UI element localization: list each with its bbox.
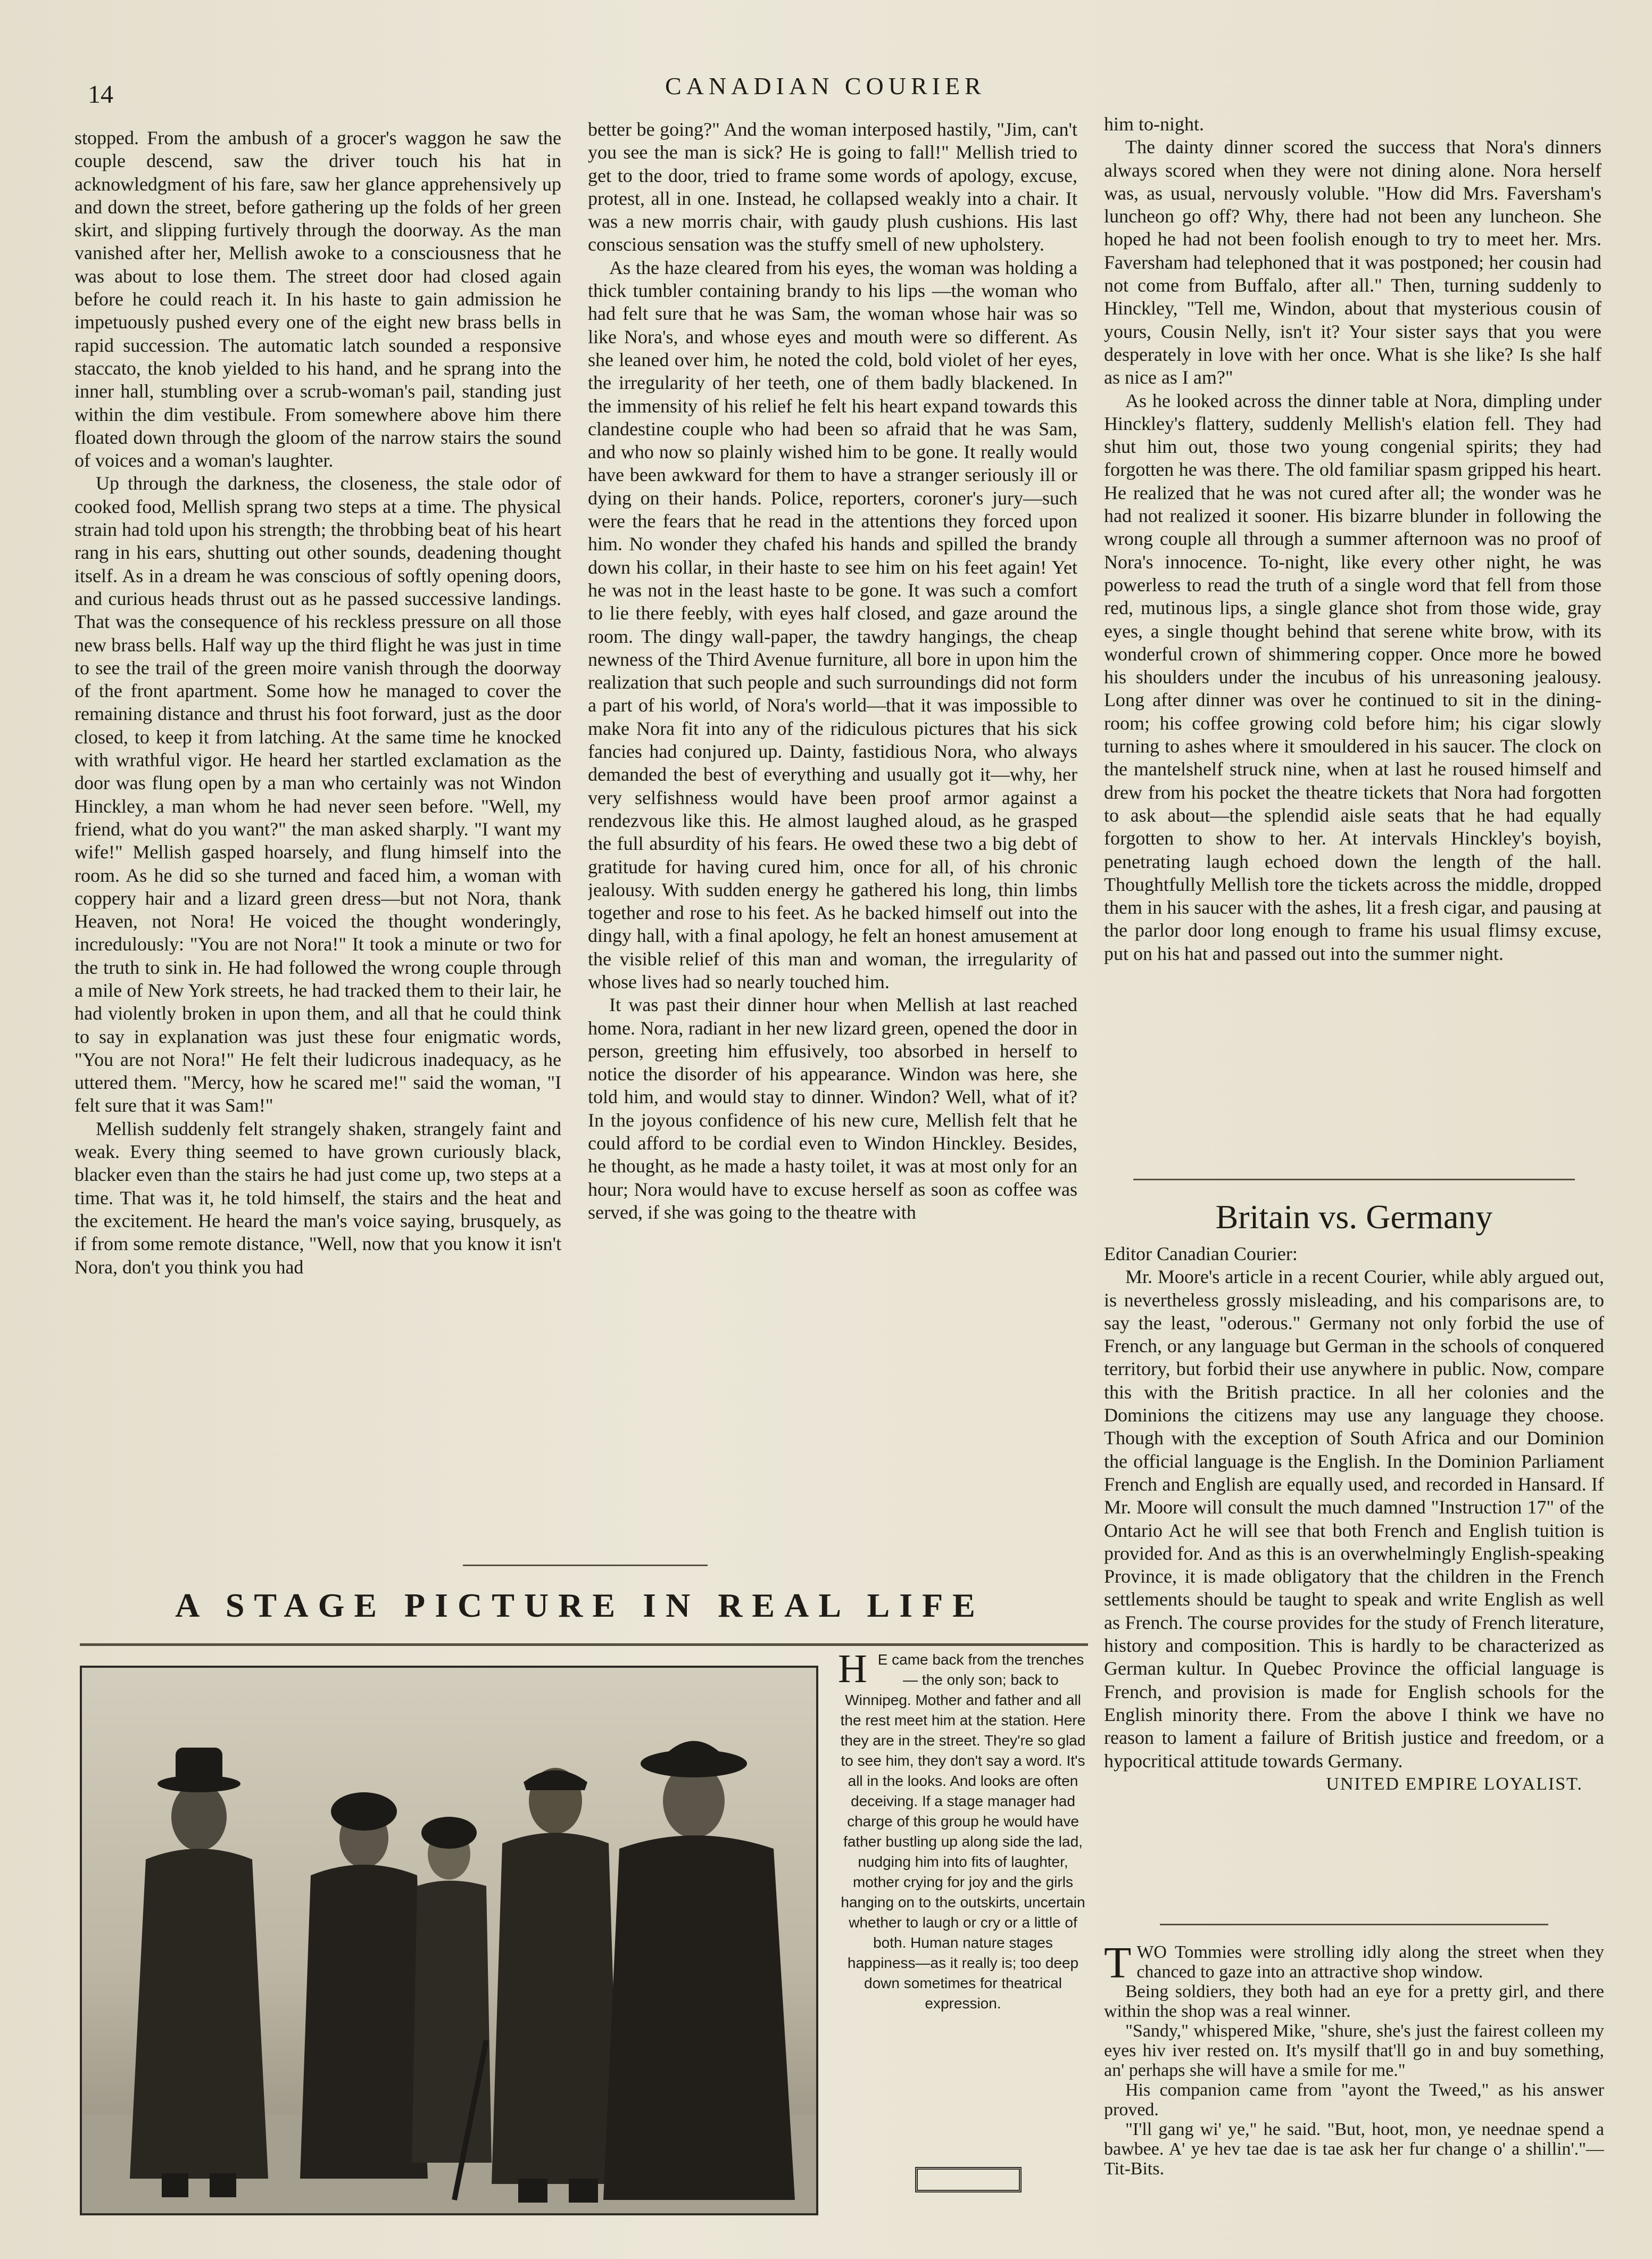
letter-signature: UNITED EMPIRE LOYALIST. — [1326, 1774, 1583, 1794]
drop-cap: H — [838, 1650, 867, 1691]
story-paragraph: Mellish suddenly felt strangely shaken, strangely faint and weak. Every thing seemed to have grown curiously black, blacker even than the stairs he had just come up, two steps at a time. That was it, he told himself, the stairs and the heat and the excitement. He heard the man's voice saying, brusquely, as if from some remote distance, "Well, now that you know it isn't Nora, don't you think you had — [74, 1118, 561, 1278]
anecdote-paragraph: Being soldiers, they both had an eye for a pretty girl, and there within the shop was a real winner. — [1104, 1982, 1604, 2021]
section-divider — [1160, 1924, 1548, 1925]
story-column-3 — [1104, 113, 1601, 1177]
letter-body: Mr. Moore's article in a recent Courier, while ably argued out, is nevertheless grossly misleading, and his comparisons are, to say the least, "oderous." Germany not only forbid the use of French, or any language but German in the schools of conquered territory, but forbid their use anywhere in public. Now, compare this with the British practice. In all her colonies and the Dominions the citizens may use any language they choose. Though with the exception of South Africa and our Dominion the official language is the English. In the Dominion Parliament French and English are equally used, and recorded in Hansard. If Mr. Moore will consult the much damned "Instruction 17" of the Ontario Act he will see that both French and English tuition is provided for. And as this is an overwhelmingly English-speaking Province, it is made obligatory that the children in the French settlements should be taught to speak and write English as well as French. The course provides for the study of French literature, history and composition. This is hardly to be characterized as German kultur. In Quebec Province the official language is French, and provision is made for English schools for the English minority there. From the above I think we have no reason to lament a failure of British justice and freedom, or a hypocritical attitude towards Germany. — [1104, 1266, 1604, 1772]
section-divider — [1133, 1179, 1575, 1180]
anecdote-paragraph: His companion came from "ayont the Tweed," as his answer proved. — [1104, 2080, 1604, 2120]
story-paragraph: As he looked across the dinner table at Nora, dimpling under Hinckley's flattery, suddenly Mellish's elation fell. They had shut him out, those two young congenial spirits; they had forgotten he was there. The old familiar spasm gripped his heart. He realized that he was not cured after all; the wonder was he had not realized it sooner. His bizarre blunder in following the wrong couple all through a summer afternoon was no proof of Nora's innocence. To-night, like every other night, he was powerless to read the truth of a single word that fell from those red, mutinous lips, a single glance shot from those wide, gray eyes, a single thought behind that serene white brow, with its wonderful crown of shimmering copper. Once more he bowed his shoulders under the incubus of his unreasoning jealousy. Long after dinner was over he continued to sit in the dining-room; his coffee growing cold before him; his cigar slowly turning to ashes where it smouldered in his saucer. The clock on the mantelshelf struck nine, when at last he roused himself and drew from his pocket the theatre tickets that Nora had forgotten to ask about—the splendid aisle seats that he had equally forgotten to show to her. At intervals Hinckley's boyish, penetrating laugh echoed down the length of the hall. Thoughtfully Mellish tore the tickets across the middle, dropped them in his saucer with the ashes, lit a fresh cigar, and pausing at the parlor door long enough to frame his usual flimsy excuse, put on his hat and passed out into the summer night. — [1104, 390, 1601, 964]
story-paragraph: It was past their dinner hour when Mellish at last reached home. Nora, radiant in her new lizard green, opened the door in person, greeting him effusively, too absorbed in herself to notice the disorder of his appearance. Windon was here, she told him, and would stay to dinner. Windon? Well, what of it? In the joyous confidence of his new cure, Mellish felt that he could afford to be cordial even to Windon Hinckley. Besides, he thought, as he made a hasty toilet, it was at most only for an hour; Nora would have to excuse herself as soon as coffee was served, if she was going to the theatre with — [588, 994, 1077, 1223]
end-ornament — [915, 2167, 1022, 2192]
story-paragraph: As the haze cleared from his eyes, the woman was holding a thick tumbler containing brandy to his lips —the woman who had felt sure that he was Sam, the woman whose hair was so like Nora's, and whose eyes and mouth were so different. As she leaned over him, he noted the cold, bold violet of her eyes, the irregularity of her teeth, one of them badly blackened. In the immensity of his relief he felt his heart expand towards this clandestine couple who had been so afraid that he was Sam, and who now so plainly wished him to be gone. It really would have been awkward for them to have a stranger seriously ill or dying on their hands. Police, reporters, coroner's jury—such were the fears that he read in the attentions they forced upon him. No wonder they chafed his hands and spilled the brandy down his collar, in their haste to see him on his feet again! Yet he was not in the least haste to be gone. It was such a comfort to lie there feebly, with eyes half closed, and gaze around the room. The dingy wall-paper, the tawdry hangings, the cheap newness of the Third Avenue furniture, all bore in upon him the realization that such people and such surroundings did not form a part of his world, of Nora's world—that it was impossible to make Nora fit into any of the ridiculous pictures that his sick fancies had conjured up. Dainty, fastidious Nora, who always demanded the best of everything and usually got it—why, her very selfishness would have been proof armor against a rendezvous like this. He almost laughed aloud, as he grasped the full absurdity of his fears. He owed these two a big debt of gratitude for having cured him, once for all, of his chronic jealousy. With sudden energy he gathered his long, thin limbs together and rose to his feet. As he backed himself out into the dingy hall, with a final apology, he felt an honest amusement at the visible relief of this man and woman, the irregularity of whose lives had so nearly touched him. — [588, 256, 1077, 992]
story-paragraph: Up through the darkness, the closeness, the stale odor of cooked food, Mellish sprang two steps at a time. The physical strain had told upon his strength; the throbbing beat of his heart rang in his ears, shutting out other sounds, deadening thought itself. As in a dream he was conscious of softly opening doors, and curious heads thrust out as he passed successive landings. That was the consequence of his reckless pressure on all those new brass bells. Half way up the third flight he was just in time to see the trail of the green moire vanish through the doorway of the front apartment. Some how he managed to cover the remaining distance and thrust his foot forward, just as the door closed, to keep it from latching. At the same time he knocked with wrathful vigor. He heard her startled exclamation as the door was flung open by a man who certainly was not Windon Hinckley, a man whom he had never seen before. "Well, my friend, what do you want?" the man asked sharply. "I want my wife!" Mellish gasped hoarsely, and flung himself into the room. As he did so she turned and faced him, a woman with coppery hair and a lizard green dress—but not Nora, thank Heaven, not Nora! He voiced the thought wonderingly, incredulously: "You are not Nora!" It took a minute or two for the truth to sink in. He had followed the wrong couple through a mile of New York streets, he had tracked them to their lair, he had violently broken in upon them, and all that he could think to say in explanation was just these four enigmatic words, "You are not Nora!" He felt their ludicrous inadequacy, as he uttered them. "Mercy, how he scared me!" said the woman, "I felt sure that it was Sam!" — [74, 473, 561, 1116]
letter-salutation: Editor Canadian Courier: — [1104, 1243, 1298, 1264]
photo-caption: H E came back from the trenches — the only son; back to Winnipeg. Mother and father and all the rest meet him at the station. Here they are in the street. They're so glad to see him, they don't say a word. It's all in the looks. And looks are often deceiving. If a stage manager had charge of this group he would have father bustling up along side the lad, nudging him into fits of laughter, mother crying for joy and the girls hanging on to the outskirts, uncertain whether to laugh or cry or a little of both. Human nature stages happiness—as it really is; too deep down sometimes for theatrical expression. — [838, 1650, 1086, 2012]
anecdote-paragraph: "Sandy," whispered Mike, "shure, she's just the fairest colleen my eyes hiv iver rested on. It's mysilf that'll go in and buy something, an' perhaps she will have a smile for me." — [1104, 2021, 1604, 2080]
anecdote — [1104, 1942, 1604, 2230]
feature-rule — [80, 1643, 1088, 1646]
story-paragraph: better be going?" And the woman interposed hastily, "Jim, can't you see the man is sick? He is going to fall!" Mellish tried to get to the door, tried to frame some words of apology, excuse, protest, all in one. Instead, he collapsed weakly into a chair. It was a new morris chair, with gaudy plush cushions. His last conscious sensation was the stuffy smell of new upholstery. — [588, 119, 1077, 255]
anecdote-paragraph: TWO Tommies were strolling idly along the street when they chanced to gaze into an attractive shop window. — [1104, 1942, 1604, 1988]
drop-cap: T — [1104, 1942, 1132, 1988]
story-column-1 — [74, 127, 561, 1542]
section-divider — [463, 1565, 708, 1566]
anecdote-paragraph: "I'll gang wi' ye," he said. "But, hoot, mon, ye neednae spend a bawbee. A' ye hev tae dae is tae ask her fur change o' a shillin'."—Tit-Bits. — [1104, 2120, 1604, 2179]
feature-title: A STAGE PICTURE IN REAL LIFE — [175, 1586, 985, 1624]
page-number: 14 — [88, 80, 113, 109]
story-column-2 — [588, 118, 1077, 1534]
running-title: CANADIAN COURIER — [665, 72, 986, 100]
story-paragraph: The dainty dinner scored the success that Nora's dinners always scored when they were not dining alone. Nora herself was, as usual, nervously voluble. "How did Mrs. Faversham's luncheon go off? Why, there had not been any luncheon. She hoped he had not been foolish enough to try to meet her. Mrs. Faversham had telephoned that it was postponed; her cousin had not come from Buffalo, after all." Then, turning suddenly to Hinckley, "Tell me, Windon, about that mysterious cousin of yours, Cousin Nelly, isn't it? Your sister says that you were desperately in love with her once. What is she like? Is she half as nice as I am?" — [1104, 136, 1601, 388]
story-paragraph: stopped. From the ambush of a grocer's waggon he saw the couple descend, saw the driver touch his hat in acknowledgment of his fare, saw her glance apprehensively up and down the street, before gathering up the folds of her green skirt, and slipping furtively through the doorway. As the man vanished after her, Mellish awoke to a consciousness that he was about to lose them. The street door had closed again before he could reach it. In his haste to gain admission he impetuously pushed every one of the eight new brass bells in rapid succession. The automatic latch sounded a responsive staccato, the knob yielded to his hand, and he sprang into the inner hall, stumbling over a scrub-woman's pail, standing just within the dim vestibule. From somewhere above him there floated down through the gloom of the narrow stairs the sound of voices and a woman's laughter. — [74, 127, 561, 471]
story-paragraph: him to-night. — [1104, 113, 1204, 135]
photo-illustration — [82, 1668, 816, 2213]
letter-to-editor — [1104, 1243, 1604, 1913]
letter-headline: Britain vs. Germany — [1215, 1198, 1493, 1236]
family-photo — [80, 1666, 818, 2215]
